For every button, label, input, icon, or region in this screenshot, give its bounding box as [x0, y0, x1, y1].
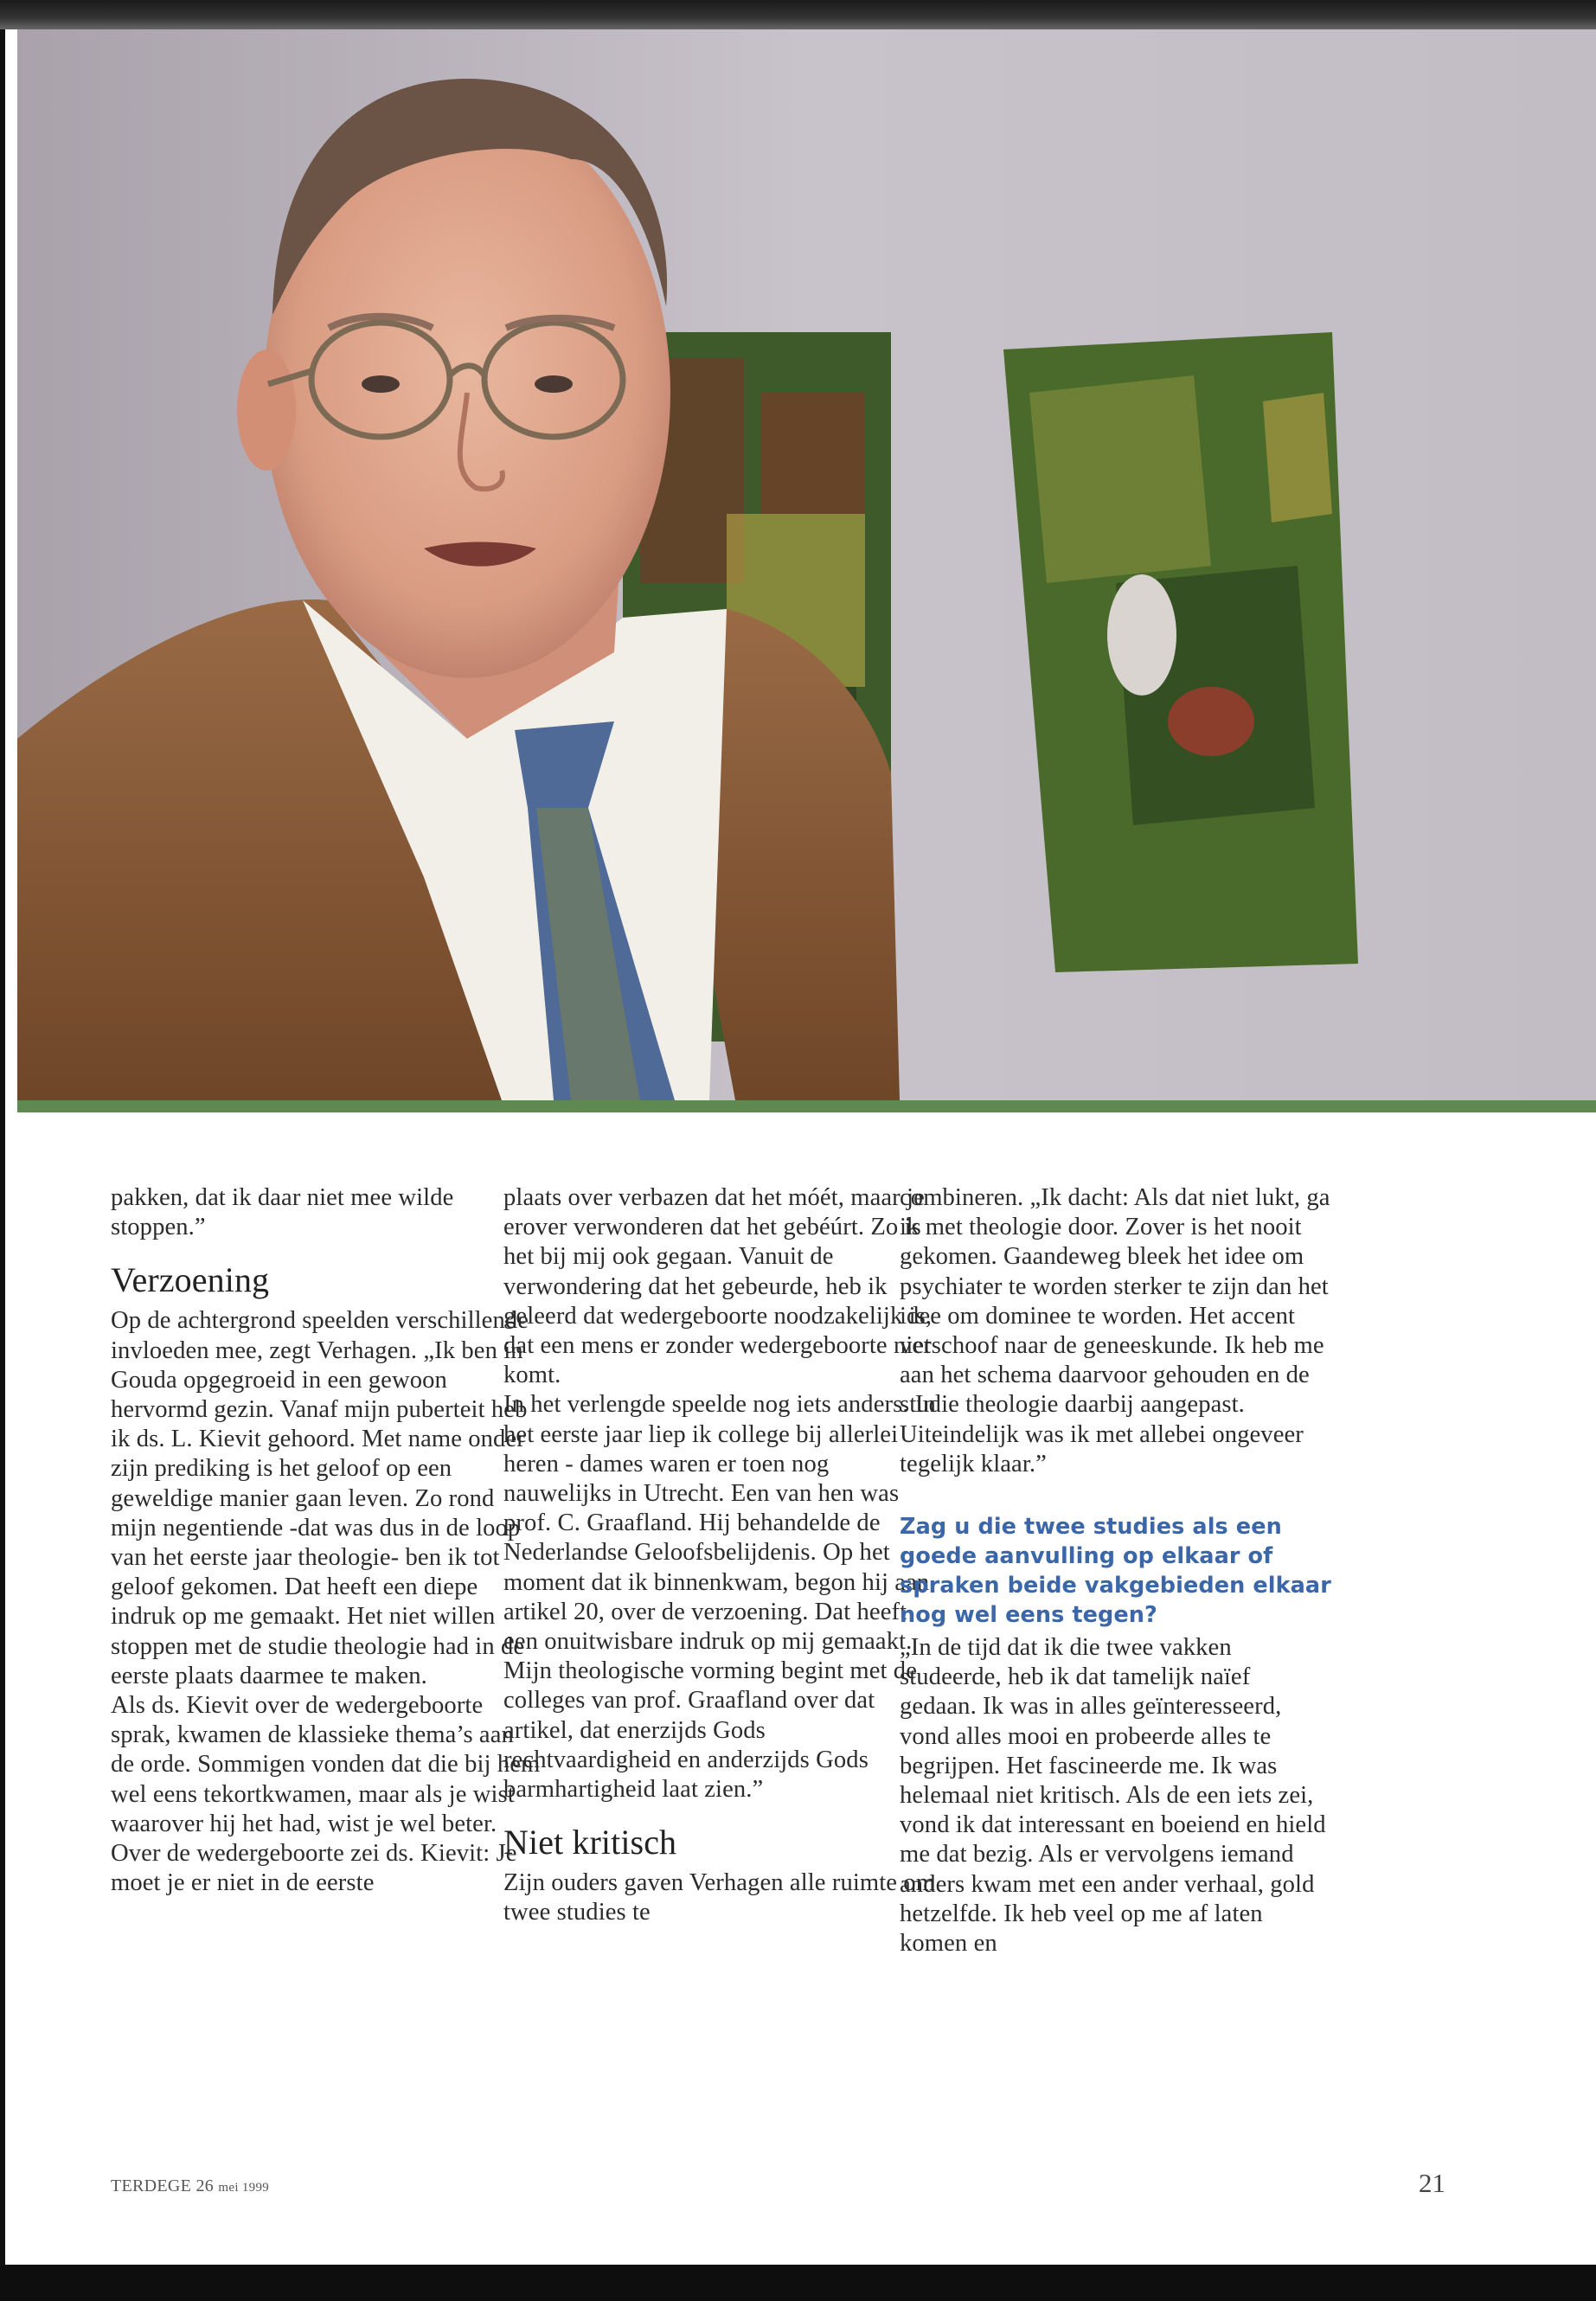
photo-bottom-rule [17, 1100, 1596, 1112]
paragraph: plaats over verbazen dat het móét, maar je erover verwonderen dat het gebéúrt. Zo is het bij mij ook gegaan. Vanuit de verwondering dat het gebeurde, heb ik geleerd dat wedergeboorte noodzakelijk is, dat een mens er zonder wedergeboorte niet komt. [503, 1184, 933, 1389]
page-scan-edge-top [0, 0, 1596, 29]
paragraph: combineren. „Ik dacht: Als dat niet lukt, ga ik met theologie door. Zover is het nooit gekomen. Gaandeweg bleek het idee om psychiater te worden sterker te zijn dan het idee om dominee te worden. Het accent verschoof naar de geneeskunde. Ik heb me aan het schema daarvoor gehouden en de studie theologie daarbij aangepast. Uiteindelijk was ik met allebei ongeveer tegelijk klaar.” [900, 1184, 1330, 1477]
paragraph: In het verlengde speelde nog iets anders. In het eerste jaar liep ik college bij allerlei heren - dames waren er toen nog nauwelijks in Utrecht. Een van hen was prof. C. Graafland. Hij behandelde de Nederlandse Geloofsbelijdenis. Op het moment dat ik binnenkwam, begon hij aan artikel 20, over de verzoening. Dat heeft een onuitwisbare indruk op mij gemaakt. Mijn theologische vorming begint met de colleges van prof. Graafland over dat artikel, dat enerzijds Gods rechtvaardigheid en anderzijds Gods barmhartigheid laat zien.” [503, 1391, 936, 1804]
section-heading: Verzoening [111, 1260, 270, 1300]
page-number: 21 [1419, 2168, 1445, 2198]
paragraph: Zijn ouders gaven Verhagen alle ruimte om twee studies te [503, 1869, 936, 1926]
interview-question: Zag u die twee studies als een goede aanvulling op elkaar of spraken beide vakgebieden elkaar nog wel eens tegen? [900, 1514, 1331, 1629]
article-column-2 [503, 1183, 936, 1928]
paragraph: Op de achtergrond speelden verschillende invloeden mee, zegt Verhagen. „Ik ben in Gouda opgegroeid in een gewoon hervormd gezin. Vanaf mijn puberteit heb ik ds. L. Kievit gehoord. Met name onder zijn prediking is het geloof op een geweldige manier gaan leven. Zo rond mijn negentiende -dat was dus in de loop van het eerste jaar theologie- ben ik tot geloof gekomen. Dat heeft een diepe indruk op me gemaakt. Het niet willen stoppen met de studie theologie had in de eerste plaats daarmee te maken. [111, 1307, 529, 1689]
footer-date: mei 1999 [218, 2181, 270, 2195]
article-column-1 [111, 1183, 543, 1898]
painting-right [1003, 332, 1358, 972]
section-heading: Niet kritisch [503, 1823, 677, 1862]
page-scan-edge-bottom [0, 2265, 1596, 2301]
footer-issue [111, 2176, 269, 2196]
paragraph: Als ds. Kievit over de wedergeboorte sprak, kwamen de klassieke thema’s aan de orde. Sommigen vonden dat die bij hem wel eens tekortkwamen, maar als je wist waarover hij het had, wist je wel beter. Over de wedergeboorte zei ds. Kievit: Je moet je er niet in de eerste [111, 1692, 541, 1897]
page-scan-edge-left [0, 0, 5, 2301]
article-column-3 [900, 1183, 1332, 1958]
paragraph: „In de tijd dat ik die twee vakken studeerde, heb ik dat tamelijk naïef gedaan. Ik was in alles geïnteresseerd, vond alles mooi en probeerde alles te begrijpen. Het fascineerde me. Ik was helemaal niet kritisch. Als de een iets zei, vond ik dat interessant en boeiend en hield me dat bezig. Als er vervolgens iemand anders kwam met een ander verhaal, gold hetzelfde. Ik heb veel op me af laten komen en [900, 1634, 1326, 1958]
footer-magazine: TERDEGE 26 [111, 2176, 215, 2195]
paragraph: pakken, dat ik daar niet mee wilde stoppen.” [111, 1184, 454, 1241]
portrait-photo [17, 29, 1596, 1100]
